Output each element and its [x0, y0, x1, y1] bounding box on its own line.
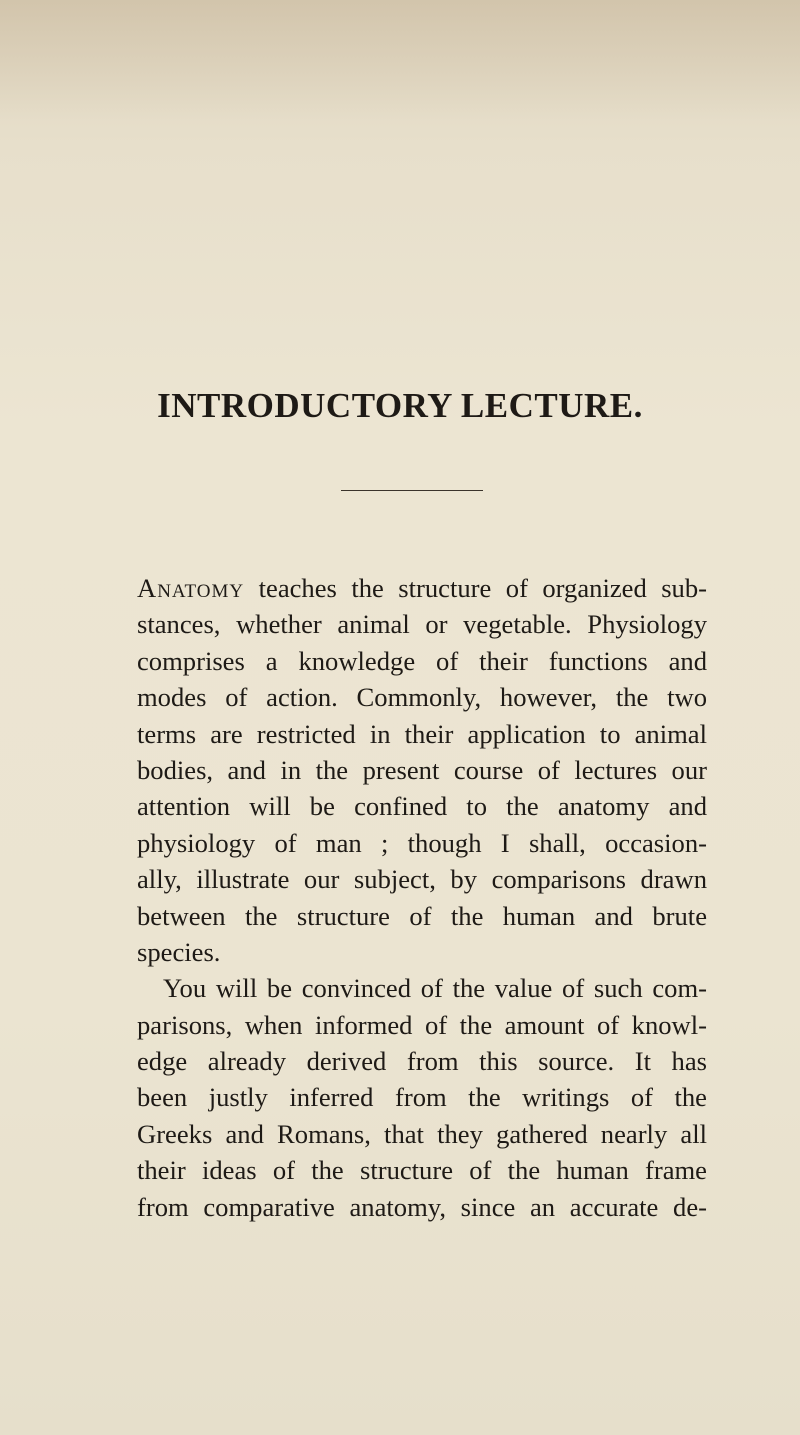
text-line: ally, illustrate our subject, by comparisons drawn — [137, 864, 707, 895]
text-line: between the structure of the human and brute — [137, 900, 707, 931]
text-line: bodies, and in the present course of lectures our — [137, 754, 707, 785]
lead-word: Anatomy — [137, 573, 245, 603]
text-line: Anatomy teaches the structure of organized sub- — [137, 573, 707, 603]
text-line: from comparative anatomy, since an accurate de- — [137, 1191, 707, 1222]
page-edge-shading — [0, 0, 800, 120]
text-line: terms are restricted in their application to animal — [137, 718, 707, 749]
text-line: edge already derived from this source. It has — [137, 1046, 707, 1077]
text-line: parisons, when informed of the amount of knowl- — [137, 1009, 707, 1040]
text-line: species. — [137, 936, 221, 967]
text-line: physiology of man ; though I shall, occasion- — [137, 827, 707, 858]
text-line: comprises a knowledge of their functions and — [137, 645, 707, 676]
text-line: stances, whether animal or vegetable. Physiology — [137, 609, 707, 640]
text-line: their ideas of the structure of the human frame — [137, 1155, 707, 1186]
text-line: You will be convinced of the value of such com- — [163, 973, 707, 1004]
text-line: modes of action. Commonly, however, the two — [137, 682, 707, 713]
title-divider — [341, 490, 483, 491]
text-line: Greeks and Romans, that they gathered nearly all — [137, 1118, 707, 1149]
page-title: INTRODUCTORY LECTURE. — [157, 386, 643, 425]
text-line: been justly inferred from the writings of the — [137, 1082, 707, 1113]
text-line: attention will be confined to the anatomy and — [137, 791, 707, 822]
body-text — [137, 570, 707, 1225]
